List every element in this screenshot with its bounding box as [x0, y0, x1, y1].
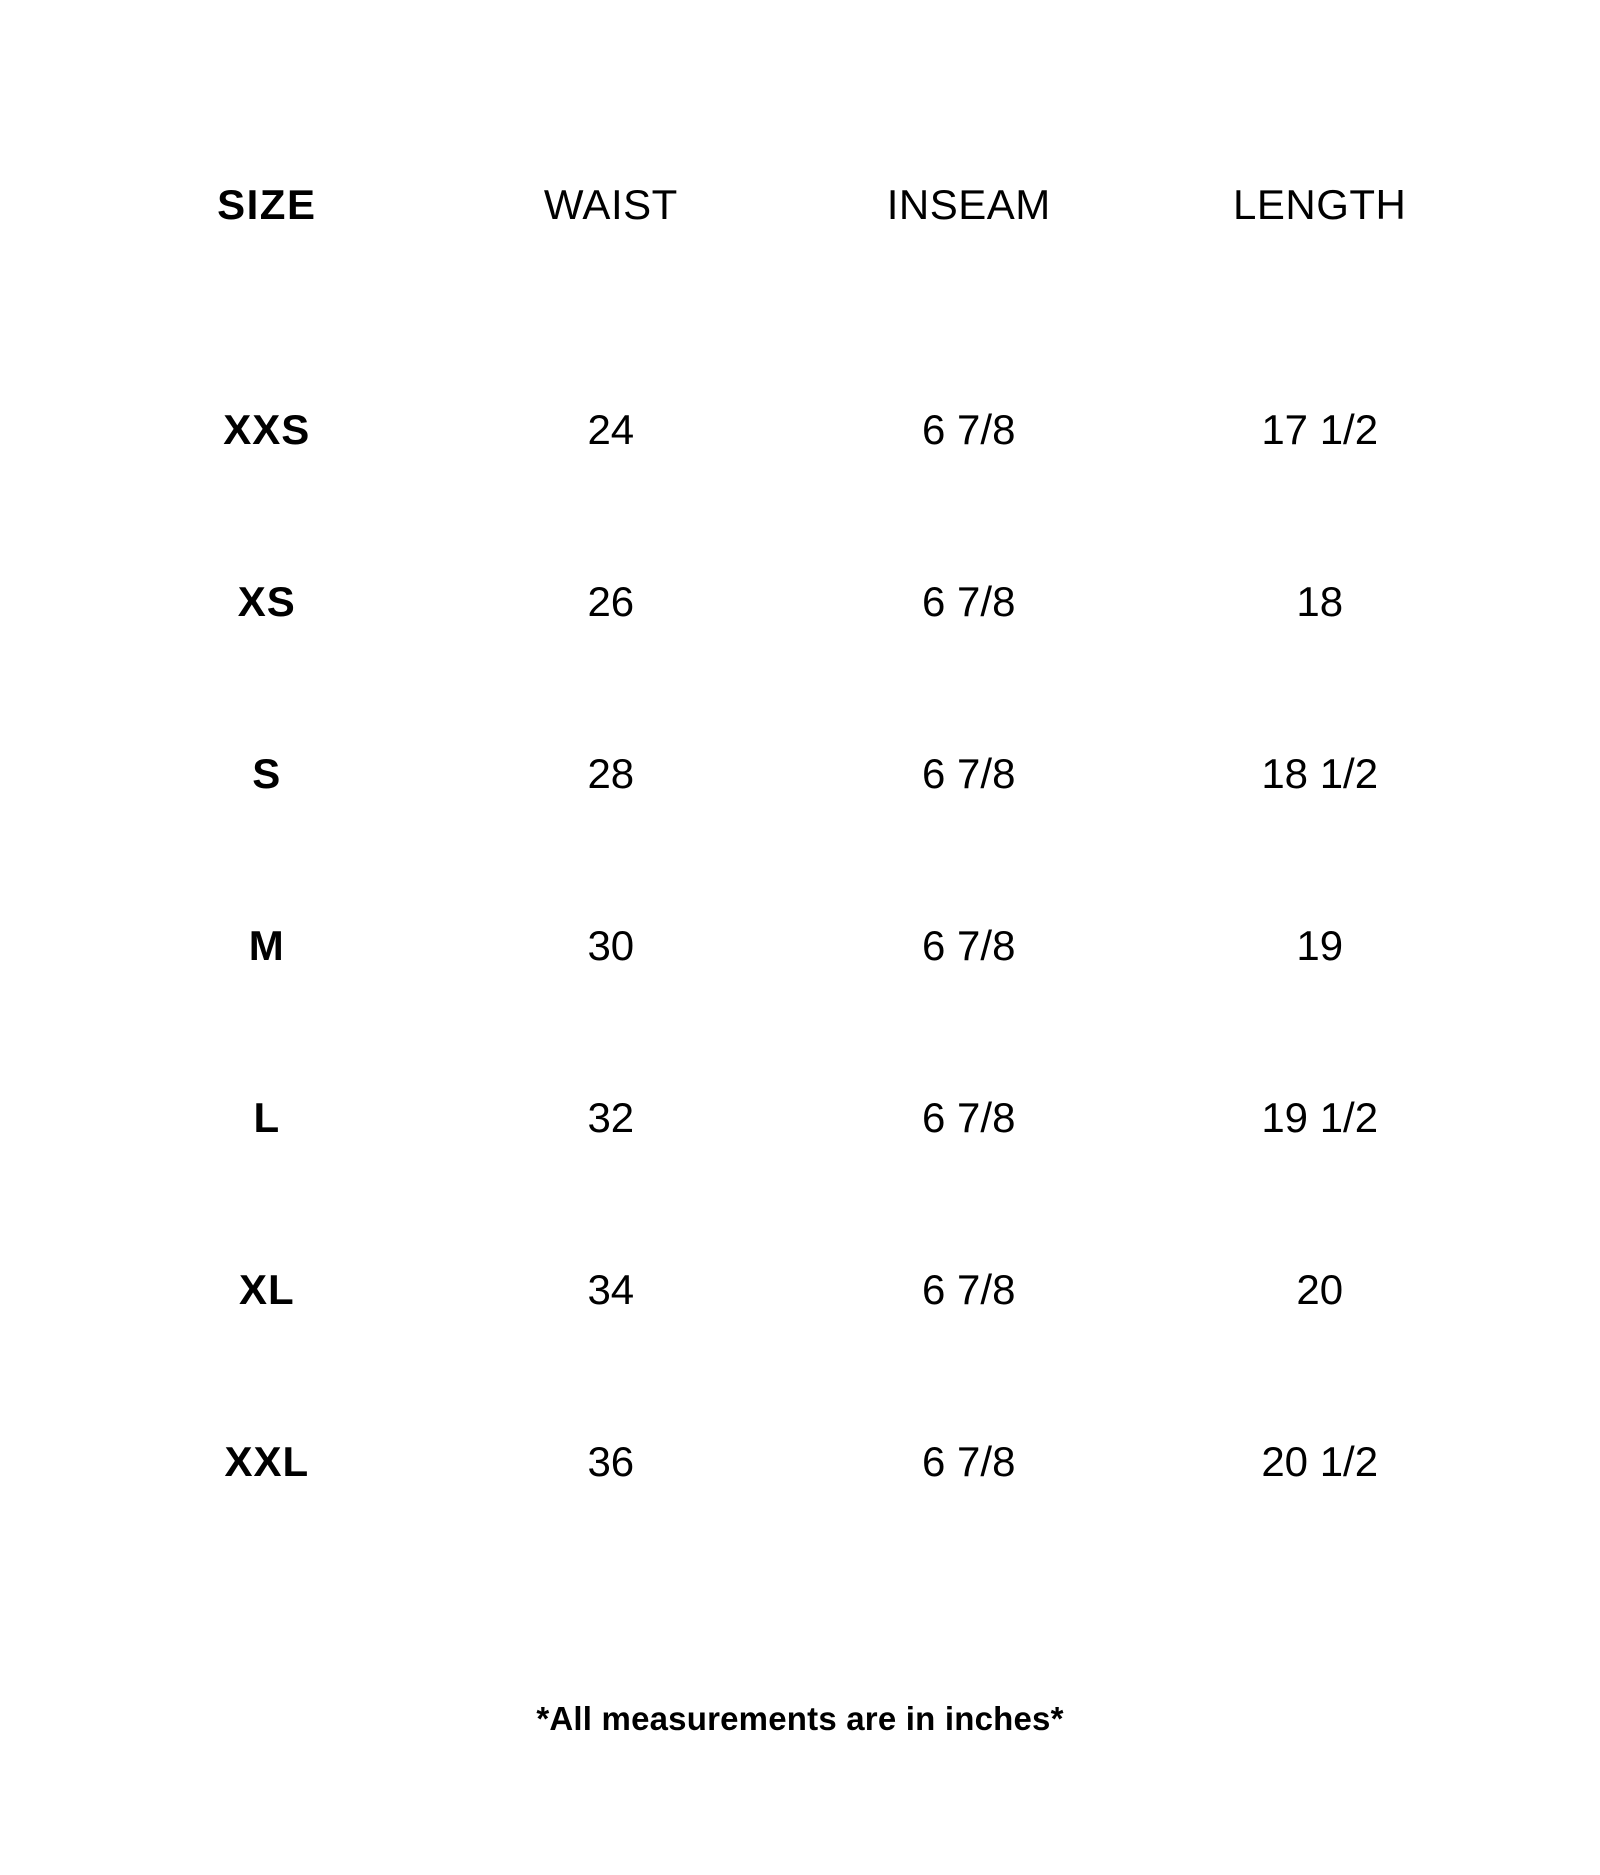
cell-size: L: [253, 1094, 281, 1142]
table-body: [100, 344, 1490, 1548]
cell-waist: 26: [587, 578, 635, 626]
spacer-cell: [788, 234, 1149, 344]
table-row: [100, 516, 1490, 688]
cell-length: 18 1/2: [1261, 750, 1379, 798]
cell-waist: 28: [587, 750, 635, 798]
table-header: [100, 182, 1490, 344]
cell-inseam: 6 7/8: [922, 1266, 1016, 1314]
cell-size: S: [252, 750, 282, 798]
cell-waist: 36: [587, 1438, 635, 1486]
cell-size: XL: [238, 1266, 295, 1314]
cell-length: 20: [1296, 1266, 1344, 1314]
cell-waist: 30: [587, 922, 635, 970]
cell-inseam: 6 7/8: [922, 1438, 1016, 1486]
cell-inseam: 6 7/8: [922, 750, 1016, 798]
spacer-cell: [434, 234, 788, 344]
header-spacer-row: [100, 234, 1490, 344]
table-header-row: [100, 182, 1490, 234]
cell-size: XXS: [223, 406, 311, 454]
cell-waist: 32: [587, 1094, 635, 1142]
table-row: [100, 1032, 1490, 1204]
table-row: [100, 1204, 1490, 1376]
table-row: [100, 688, 1490, 860]
measurements-footnote: *All measurements are in inches*: [536, 1700, 1064, 1737]
table-row: [100, 860, 1490, 1032]
cell-length: 20 1/2: [1261, 1438, 1379, 1486]
cell-inseam: 6 7/8: [922, 406, 1016, 454]
size-chart-table: [100, 182, 1490, 1548]
spacer-cell: [1149, 234, 1490, 344]
cell-waist: 24: [587, 406, 635, 454]
cell-length: 18: [1296, 578, 1344, 626]
cell-length: 19 1/2: [1261, 1094, 1379, 1142]
cell-size: XS: [237, 578, 296, 626]
column-header-size: SIZE: [217, 181, 317, 228]
cell-inseam: 6 7/8: [922, 1094, 1016, 1142]
column-header-inseam: INSEAM: [886, 181, 1051, 228]
column-header-length: LENGTH: [1233, 181, 1407, 228]
column-header-waist: WAIST: [543, 181, 678, 228]
table-row: [100, 344, 1490, 516]
table-row: [100, 1376, 1490, 1548]
cell-length: 17 1/2: [1261, 406, 1379, 454]
cell-inseam: 6 7/8: [922, 578, 1016, 626]
cell-waist: 34: [587, 1266, 635, 1314]
spacer-cell: [100, 234, 434, 344]
cell-length: 19: [1296, 922, 1344, 970]
cell-size: XXL: [224, 1438, 310, 1486]
cell-size: M: [248, 922, 285, 970]
cell-inseam: 6 7/8: [922, 922, 1016, 970]
size-chart-table-wrapper: [0, 182, 1600, 1548]
